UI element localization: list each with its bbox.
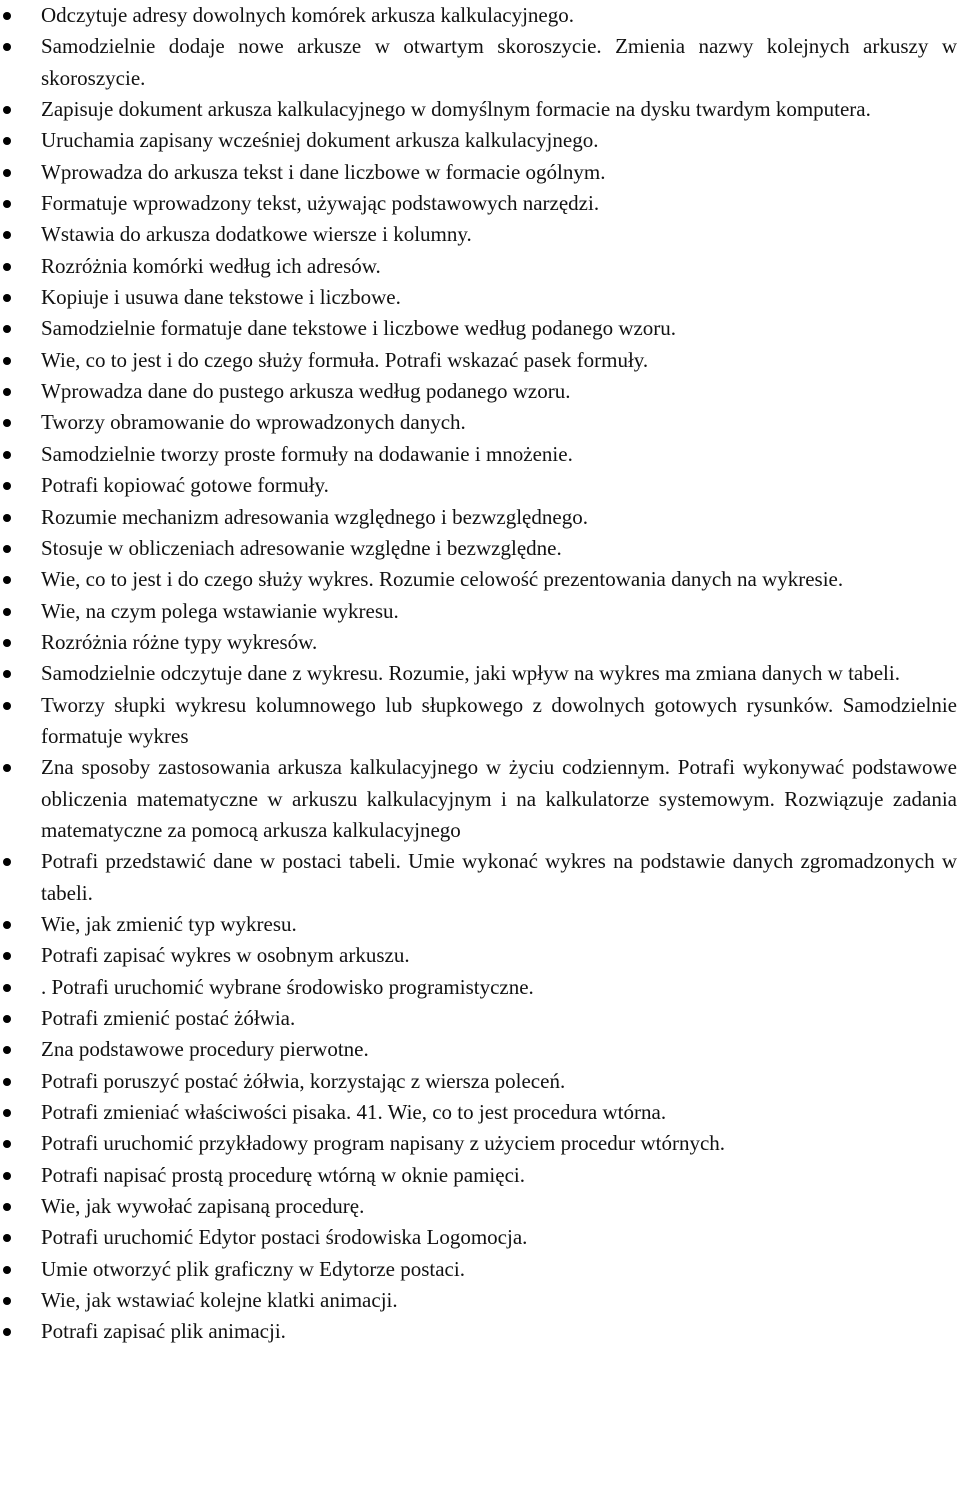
list-item: Rozumie mechanizm adresowania względnego i bezwzględnego. <box>0 502 957 533</box>
list-item: Rozróżnia różne typy wykresów. <box>0 627 957 658</box>
list-item: Potrafi poruszyć postać żółwia, korzystając z wiersza poleceń. <box>0 1066 957 1097</box>
list-item: Potrafi uruchomić Edytor postaci środowiska Logomocja. <box>0 1222 957 1253</box>
list-item: Potrafi kopiować gotowe formuły. <box>0 470 957 501</box>
list-item: Wie, jak wstawiać kolejne klatki animacji. <box>0 1285 957 1316</box>
list-item: Stosuje w obliczeniach adresowanie względne i bezwzględne. <box>0 533 957 564</box>
list-item: Tworzy obramowanie do wprowadzonych danych. <box>0 407 957 438</box>
list-item: Samodzielnie formatuje dane tekstowe i liczbowe według podanego wzoru. <box>0 313 957 344</box>
list-item: Wie, co to jest i do czego służy formuła. Potrafi wskazać pasek formuły. <box>0 345 957 376</box>
list-item: Wie, jak wywołać zapisaną procedurę. <box>0 1191 957 1222</box>
list-item: Samodzielnie odczytuje dane z wykresu. Rozumie, jaki wpływ na wykres ma zmiana danych w tabeli. <box>0 658 957 689</box>
list-item: Potrafi zmienić postać żółwia. <box>0 1003 957 1034</box>
list-item: Wie, co to jest i do czego służy wykres. Rozumie celowość prezentowania danych na wykresie. <box>0 564 957 595</box>
list-item: Zna sposoby zastosowania arkusza kalkulacyjnego w życiu codziennym. Potrafi wykonywać podstawowe obliczenia matematyczne w arkuszu kalkulacyjnym i na kalkulatorze systemowym. Rozwiązuje zadania matematyczne za pomocą arkusza kalkulacyjnego <box>0 752 957 846</box>
list-item: Tworzy słupki wykresu kolumnowego lub słupkowego z dowolnych gotowych rysunków. Samodzielnie formatuje wykres <box>0 690 957 753</box>
list-item: Samodzielnie dodaje nowe arkusze w otwartym skoroszycie. Zmienia nazwy kolejnych arkuszy w skoroszycie. <box>0 31 957 94</box>
list-item: Formatuje wprowadzony tekst, używając podstawowych narzędzi. <box>0 188 957 219</box>
list-item: Wprowadza dane do pustego arkusza według podanego wzoru. <box>0 376 957 407</box>
list-item: Potrafi zmieniać właściwości pisaka. 41. Wie, co to jest procedura wtórna. <box>0 1097 957 1128</box>
list-item: Potrafi zapisać wykres w osobnym arkuszu. <box>0 940 957 971</box>
list-item: Uruchamia zapisany wcześniej dokument arkusza kalkulacyjnego. <box>0 125 957 156</box>
list-item: Samodzielnie tworzy proste formuły na dodawanie i mnożenie. <box>0 439 957 470</box>
list-item: Wie, na czym polega wstawianie wykresu. <box>0 596 957 627</box>
list-item: Zapisuje dokument arkusza kalkulacyjnego w domyślnym formacie na dysku twardym komputera. <box>0 94 957 125</box>
list-item: Wstawia do arkusza dodatkowe wiersze i kolumny. <box>0 219 957 250</box>
list-item: . Potrafi uruchomić wybrane środowisko programistyczne. <box>0 972 957 1003</box>
list-item: Wie, jak zmienić typ wykresu. <box>0 909 957 940</box>
list-item: Zna podstawowe procedury pierwotne. <box>0 1034 957 1065</box>
list-item: Kopiuje i usuwa dane tekstowe i liczbowe. <box>0 282 957 313</box>
list-item: Odczytuje adresy dowolnych komórek arkusza kalkulacyjnego. <box>0 0 957 31</box>
list-item: Potrafi uruchomić przykładowy program napisany z użyciem procedur wtórnych. <box>0 1128 957 1159</box>
list-item: Umie otworzyć plik graficzny w Edytorze postaci. <box>0 1254 957 1285</box>
list-item: Potrafi zapisać plik animacji. <box>0 1316 957 1347</box>
list-item: Potrafi przedstawić dane w postaci tabeli. Umie wykonać wykres na podstawie danych zgromadzonych w tabeli. <box>0 846 957 909</box>
list-item: Rozróżnia komórki według ich adresów. <box>0 251 957 282</box>
list-item: Potrafi napisać prostą procedurę wtórną w oknie pamięci. <box>0 1160 957 1191</box>
list-item: Wprowadza do arkusza tekst i dane liczbowe w formacie ogólnym. <box>0 157 957 188</box>
